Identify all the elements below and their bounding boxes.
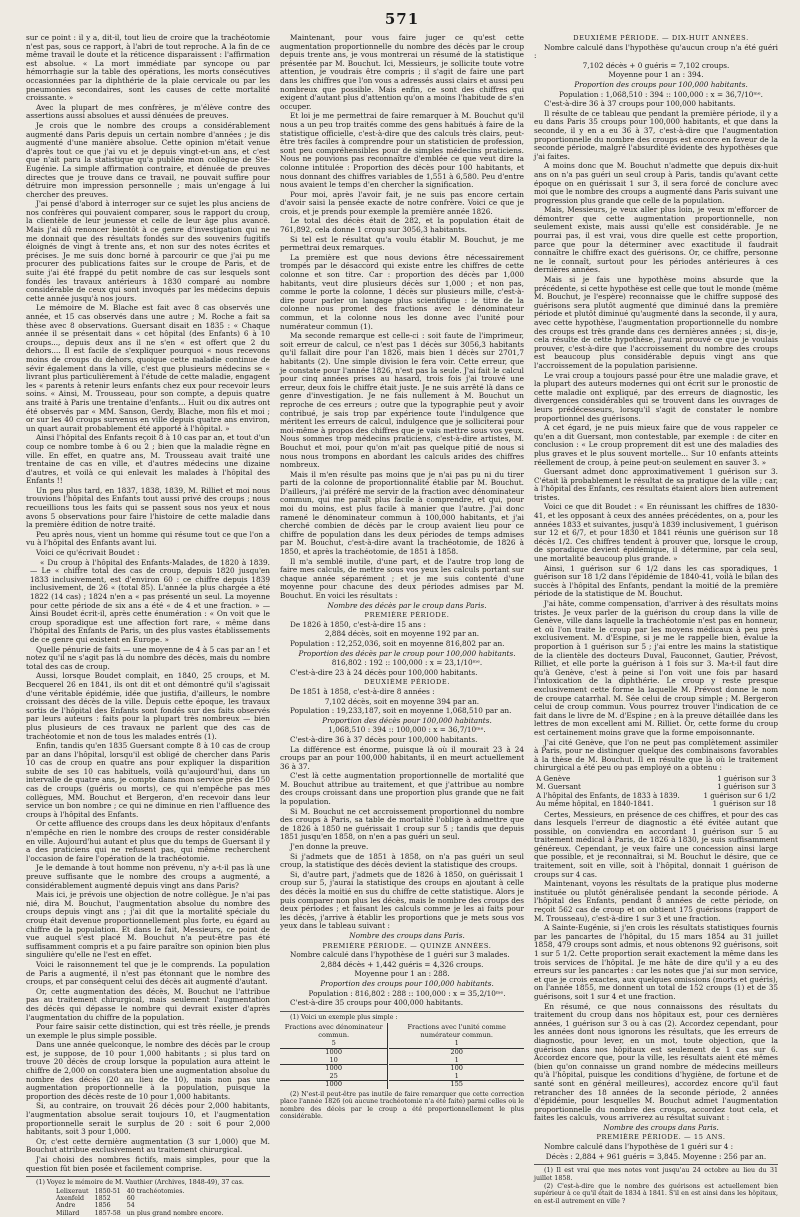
footnote-separator <box>280 1011 524 1012</box>
stat-line: Nombre calculé dans l'hypothèse de 1 guéri sur 3 malades. <box>290 950 510 960</box>
paragraph: Il résulte de ce tableau que pendant la première période, il y a eu dans Paris 35 croups pour 100,000 habitants, et que dans la seconde, il y en a eu 36 à 37, c'est-à-dire que l'augmentation proportionnelle du nombre des croups est encore en faveur de la seconde période, malgré l'absurdité évidente des hypothèses que j'ai faites. <box>534 108 778 161</box>
fraction-table <box>280 1023 524 1089</box>
paragraph: Certes, Messieurs, en présence de ces chiffres, et pour des cas dans lesquels l'erreur de diagnostic a été évitée autant que possible, on conviendra en accordant 1 guérison sur 5 au traitement médical à Paris, de 1826 à 1830, je suis suffisamment généreux. Cependant, je veux faire une concession ainsi large que possible, et je reconnaîtrai, si M. Bouchut le désire, que ce traitement, soit en ville, soit à l'hôpital, donnait 1 guérison de croups sur 4 cas. <box>534 809 778 879</box>
paragraph: Or cette affluence des croups dans les deux hôpitaux d'enfants n'empêche en rien le nombre des croups de rester considérable en ville. Aujourd'hui autant et plus que du temps de Guersant il y a des praticiens qui ne refusent pas, qui même recherchent l'occasion de faire l'opération de la trachéotomie. <box>26 819 270 863</box>
paragraph: A cet égard, je ne puis mieux faire que de vous rappeler ce qu'en a dit Guersant, mon contestable, par exemple : de citer en conclusion : « Le croup proprement dit est une des maladies des plus graves et le plus souvent mortelle... Sur 10 enfants atteints réellement de croup, à peine peut-on seulement en sauver 3. » <box>534 423 778 467</box>
proportion-equation: 1,068,510 : 394 :: 100,000 : x = 36,7/10ᵐᵉ. <box>328 725 486 735</box>
stat-line: Population : 12,252,036, soit en moyenne 816,802 par an. <box>290 638 505 648</box>
paragraph: Le total des décès était de 282, et la population était de 761,892, cela donne 1 croup sur 3056,3 habitants. <box>280 216 524 235</box>
period-heading: DEUXIÈME PÉRIODE. — DIX-HUIT ANNÉES. <box>573 34 749 42</box>
fraction-header-row <box>280 1023 524 1040</box>
paragraph: sur ce point : il y a, dit-il, tout lieu de croire que la trachéotomie n'est pas, sous ce rapport, à l'abri de tout reproche. A la fin de ce même travail le doute et la réticence disparaissent : l'affirmation est absolue. « La mort immédiate par syncope ou par hémorrhagie sur la table des opérations, les morts consécutives occasionnées par la diphthérie de la plaie cervicale ou par les pneumonies secondaires, sont les causes de cette mortalité croissante. » <box>26 33 270 103</box>
footnote-years: 1856 <box>94 1202 111 1210</box>
section-heading: Nombre des croups dans Paris. <box>349 930 465 940</box>
footnote-author: Lelixeraut <box>56 1187 89 1195</box>
stat-line: 7,102 décès, soit en moyenne 394 par an. <box>324 696 480 706</box>
footnote-value: un plus grand nombre encore. <box>126 1209 224 1217</box>
paragraph: Dans une année quelconque, le nombre des décès par le croup est, je suppose, de 10 pour 1,000 habitants ; si plus tard on trouve 20 décès de croup lorsque la population aura atteint le chiffre de 2,000 on constatera bien une augmentation absolue du nombre des décès (20 au lieu de 10), mais non pas une augmentation proportionnelle à la population, puisque la proportion des décès reste de 10 pour 1,000 habitants. <box>26 1040 270 1101</box>
results-label: A Genève <box>536 773 571 783</box>
fraction-row <box>280 1057 524 1065</box>
paragraph: J'ai cité Genève, que l'on ne peut pas complètement assimiler à Paris, pour ne distinguer quelque des combinaisons favorables à la thèse de M. Bouchut. Il en résulte que là où le traitement chirurgical a été peu ou pas employé on a obtenu : <box>534 737 778 773</box>
section-heading: Nombre des décès par le croup dans Paris. <box>327 600 487 610</box>
footnote: (1) Il est vrai que mes notes vont jusqu'au 24 octobre au lieu du 31 juillet 1858. <box>534 1167 778 1182</box>
footnote: (2) N'est-il peut-être pas inutile de faire remarquer que cette correction place l'année 1826 (où aucune trachéotomie n'a été faite) parmi celles où le nombre des décès par le croup a été proportionnellement le plus considérable. <box>280 1090 524 1121</box>
fraction-denominator: 200 <box>450 1047 463 1056</box>
paragraph: Ainsi, 1 guérison sur 6 1/2 dans les cas sporadiques, 1 guérison sur 18 1/2 dans l'épidémie de 1840-41, voilà le bilan des succès à l'hôpital des Enfants, pendant la moitié de la première période de la statistique de M. Bouchut. <box>534 563 778 599</box>
paragraph: Or, cette augmentation des décès, M. Bouchut ne l'attribue pas au traitement chirurgical, mais seulement l'augmentation des décès qui dépasse le nombre qui devrait exister d'après l'augmentation du chiffre de la population. <box>26 986 270 1022</box>
fraction-header-right: Fractions avec l'unité comme numérateur commun. <box>407 1023 506 1039</box>
stat-line: De 1826 à 1850, c'est-à-dire 15 ans : <box>290 619 426 629</box>
stat-line: Nombre calculé dans l'hypothèse qu'aucun croup n'a été guéri : <box>534 42 778 61</box>
paragraph: Si M. Bouchut ne cet accroissement proportionnel du nombre des croups à Paris, sa table de mortalité l'oblige à admettre que de 1826 à 1850 ne guérissait 1 croup sur 5 ; tandis que depuis 1851 jusqu'en 1858, on n'en a pas guéri un seul. <box>280 806 524 842</box>
paragraph: Si tel est le résultat qu'a voulu établir M. Bouchut, je me permettrai deux remarques. <box>280 234 524 253</box>
paragraph: Ainsi l'hôpital des Enfants reçoit 8 à 10 cas par an, et tout d'un coup ce nombre tombe à 6 ou 2 ; bien que la maladie règne en ville. En effet, en quatre ans, M. Trousseau avait traité une trentaine de cas en ville, et d'autres médecins une dizaine d'autres, et voilà ce qui enlevait les malades à l'hôpital des Enfants !! <box>26 433 270 486</box>
footnote-years: 1852 <box>94 1195 111 1202</box>
paragraph: Je le demande à tout homme non prévenu, n'y a-t-il pas là une preuve suffisante que le nombre des croups a augmenté, a considérablement augmenté depuis vingt ans dans Paris? <box>26 863 270 890</box>
paragraph: Si, d'autre part, j'admets que de 1826 à 1850, on guérissait 1 croup sur 5, j'aurai la statistique des croups en ajoutant à celle des décès la moitié en sus du chiffre de cette statistique. Alors je puis comparer non plus les décès, mais le nombre des croups des deux périodes ; et faisant les calculs comme je les ai faits pour les décès, j'arrive à établir les proportions que je mets sous vos yeux dans le tableau suivant : <box>280 869 524 931</box>
results-label: M. Guersant <box>536 782 581 792</box>
paragraph: Avec la plupart de mes confrères, je m'élève contre des assertions aussi absolues et aussi dénuées de preuves. <box>26 102 270 121</box>
results-label: A l'hôpital des Enfants, de 1833 à 1839. <box>536 790 680 800</box>
paragraph: Guersant admet donc approximativement 1 guérison sur 3. C'était là probablement le résultat de sa pratique de la ville ; car, à l'hôpital des Enfants, ces résultats étaient alors bien autrement tristes. <box>534 467 778 502</box>
paragraph: Pour moi, après l'avoir fait, je ne suis pas encore certain d'avoir saisi la pensée exacte de notre confrère. Voici ce que je crois, et je prends pour exemple la première année 1826. <box>280 189 524 216</box>
proportion-heading: Proportion des décès par le croup pour 100,000 habitants. <box>298 648 516 658</box>
paragraph: Je crois que le nombre des croups a considérablement augmenté dans Paris depuis un certain nombre d'années ; je dis augmenté d'une manière absolue. Cette opinion m'était venue d'après tout ce que j'ai vu et je depuis vingt-et-un ans, et c'est que n'ait paru la statistique qu'a publiée mon collègue de Ste-Eugénie. La simple affirmation contraire, et dénuée de preuves directes que je trouve dans ce travail, ne pouvait suffire pour détruire mon impression personnelle ; mais un'engage à lui chercher des preuves. <box>26 120 270 199</box>
fraction-denominator: 155 <box>450 1080 463 1089</box>
proportion-heading: Proportion des croups pour 100,000 habitants. <box>320 978 494 988</box>
stat-line: 2,884 décès, soit en moyenne 192 par an. <box>324 629 480 639</box>
fraction-numerator: 5 <box>280 1040 388 1048</box>
paragraph: C'est là cette augmentation proportionnelle de mortalité que M. Bouchut attribue au traitement, et que j'attribue au nombre des croups croissant dans une proportion plus grande que ne fait la population. <box>280 771 524 807</box>
proportion-result: C'est-à-dire 35 croups pour 400,000 habitants. <box>290 998 464 1008</box>
proportion-result: C'est-à-dire 36 à 37 croups pour 100,000 habitants. <box>544 99 736 109</box>
footnote: (2) C'est-à-dire que le nombre des guérisons est actuellement bien supérieur à ce qu'il était de 1834 à 1841. S'il en est ainsi dans les hôpitaux, en est-il autrement en ville ? <box>534 1183 778 1205</box>
paragraph: Maintenant, pour vous faire juger ce qu'est cette augmentation proportionnelle du nombre des décès par le croup depuis trente ans, je vous montrerai un résumé de la statistique présentée par M. Bouchut. Ici, Messieurs, je sollicite toute votre attention, je voudrais être compris ; il s'agit de faire une part dans les chiffres que l'on vous a adressés aussi clairs et aussi peu nombreux que possible. Mais enfin, ce sont des chiffres qui exigent d'autant plus d'attention qu'on a moins l'habitude de s'en occuper. <box>280 33 524 111</box>
footnote-author: Axenfeld <box>56 1195 84 1202</box>
footnote-author: Millard <box>56 1209 80 1217</box>
footnote: (1) Voici un exemple plus simple : <box>290 1013 398 1021</box>
paragraph: Un peu plus tard, en 1837, 1838, 1839, M. Rilliet et moi nous trouvions l'hôpital des Enfants tout aussi privé des croups ; nous recueillions tous les faits qui se passent sous nos yeux et nous avons 5 observations pour faire l'histoire de cette maladie dans la première édition de notre traité. <box>26 485 270 530</box>
fraction-row <box>280 1065 524 1073</box>
paragraph: Pour faire saisir cette distinction, qui est très réelle, je prends un exemple le plus simple possible. <box>26 1022 270 1040</box>
paragraph: La différence est énorme, puisque là où il mourait 23 à 24 croups par an pour 100,000 habitants, il en meurt actuellement 36 à 37. <box>280 744 524 771</box>
column-middle <box>280 34 524 1126</box>
paragraph: Le mémoire de M. Blache est fait avec 8 cas observés une année, et 15 cas observés dans une autre ; M. Roche a fait sa thèse avec 8 observations. Guersant disait en 1835 : « Chaque année il se présentait dans « cet hôpital (des Enfants) 6 à 10 croups..., depuis deux ans il ne s'en « est offert que 2 du dehors.... Il est facile de s'expliquer pourquoi « nous recevons moins de croups du dehors, quoique cette maladie continue de sévir également dans la ville, c'est que plusieurs médecins se « livrant plus particulièrement à l'étude de cette maladie, engagent les « parents à retenir leurs enfants chez eux pour recevoir leurs soins. « Ainsi, M. Trousseau, pour son compte, a depuis quatre ans traité à Paris une trentaine d'enfants... Huit ou dix autres ont été observés par « MM. Sanson, Gerdy, Blache, mon fils et moi ; or sur les 40 croups survenus en ville depuis quatre ans environ, un quart aurait probablement été apporté à l'hôpital. » <box>26 303 270 433</box>
period-heading: PREMIÈRE PÉRIODE. — QUINZE ANNÉES. <box>322 941 492 950</box>
proportion-equation: 816,802 : 192 :: 100,000 : x = 23,1/10ᵐᵉ. <box>331 658 483 668</box>
stat-line: Nombre calculé dans l'hypothèse de 1 guéri sur 4 : <box>544 1142 734 1152</box>
stat-line: Moyenne pour 1 an : 394. <box>608 70 704 80</box>
proportion-equation: Population : 816,802 : 288 :: 100,000 : x = 35,2/10ᵐᵉ. <box>308 988 506 998</box>
period-heading: DEUXIÈME PÉRIODE. <box>363 678 451 687</box>
text-columns <box>26 33 778 1217</box>
footnote-value: 60 <box>126 1195 135 1202</box>
paragraph: Maintenant, voyons les résultats de la pratique plus moderne instituée ou plutôt généralisée pendant la seconde période. A l'hôpital des Enfants, pendant 8 années de cette période, on reçoit 562 cas de croup et on obtient 175 guérisons (rapport de M. Trousseau), c'est-à-dire 1 sur 3 et une fraction. <box>534 879 778 923</box>
paragraph: Il m'a semblé inutile, d'une part, et de l'autre trop long de faire mes calculs, de mettre sous vos yeux les calculs portant sur chaque année séparément ; et je me suis contenté d'une moyenne pour chacune des deux périodes admises par M. Bouchut. En voici les résultats : <box>280 556 524 600</box>
results-label: Au même hôpital, en 1840-1841. <box>536 799 654 809</box>
fraction-row <box>280 1040 524 1048</box>
footnote-separator <box>26 1176 270 1177</box>
paragraph: Aussi, lorsque Boudet complait, en 1840, 25 croups, et M. Becquerel 26 en 1841, ils ont dit et ont démontré qu'il s'agissait d'une véritable épidémie, idée que justifia, d'ailleurs, le nombre croissant des décès de la ville. Depuis cette époque, les travaux sortis de l'hôpital des Enfants sont fondés sur des faits observés par leurs auteurs : faits pour la plupart très nombreux — bien plus plusieurs de ces travaux ne parlent que des cas de trachéotomie et non de tous les malades entrés (1). <box>26 671 270 741</box>
footnote-row <box>56 1210 230 1217</box>
footnote-row <box>56 1202 230 1209</box>
fraction-row <box>280 1073 524 1081</box>
proportion-result: C'est-à-dire 23 à 24 décès pour 100,000 habitants. <box>290 667 478 677</box>
stat-line: 2,884 décès + 1,442 guéris = 4,326 croups. <box>320 959 484 969</box>
proportion-equation: Population : 1,068,510 : 394 :: 100,000 : x = 36,7/10ᵐᵉ. <box>559 89 763 99</box>
fraction-denominator: 1000 <box>325 1064 343 1073</box>
footnote-value: 40 trachéotomies. <box>126 1187 185 1195</box>
footnote-table <box>56 1188 230 1217</box>
quotation: « Du croup à l'hôpital des Enfants-Malades, de 1820 à 1839. — Le « chiffre total des cas de croup, depuis 1820 jusqu'en 1833 inclusivement, est d'environ 60 : ce chiffre depuis 1839 inclusivement, de 26 « (total 85). L'année la plus chargée a été 1822 (14 cas) ; 1824 n'en a « pas présenté un seul. La moyenne pour cette période de six ans a été « de 4 et une fraction. » — Ainsi Boudet écrit-il, après cette énumération : « On voit que le croup sporadique est une affection fort rare, « même dans l'hôpital des Enfants de Paris, un des plus vastes établissements de ce genre qui existent en Europe. » <box>30 557 270 644</box>
paragraph: J'ai choisi des nombres fictifs, mais simples, pour que la question fût bien posée et facilement comprise. <box>26 1155 270 1173</box>
paragraph: Voici ce qu'écrivait Boudet : <box>36 548 140 558</box>
paragraph: J'en donne la preuve. <box>290 842 369 852</box>
fraction-numerator: 1 <box>389 1073 524 1081</box>
fraction-denominator: 100 <box>450 1064 463 1073</box>
paragraph: A Sainte-Eugénie, si j'en crois les résultats statistiques fournis par les pancartes de l'hôpital, du 15 mars 1854 au 31 juillet 1858, 479 croups sont admis, et nous obtenons 92 guérisons, soit 1 sur 5 1/2. Cette proportion serait exactement la même dans les trois services de l'hôpital. Je me hâte de dire qu'il y a eu des erreurs sur les pancartes : car les notes que j'ai sur mon service, et que je crois exactes, aux quelques omissions (morts et guéris), on l'année 1855, me donnent un total de 152 croups (1) et de 35 guérisons, soit 1 sur 4 et une fraction. <box>534 923 778 1001</box>
proportion-heading: Proportion des croups pour 100,000 habitants. <box>574 79 748 89</box>
footnote: (1) Voyez le mémoire de M. Vauthier (Archives, 1848-49), 37 cas. <box>36 1179 244 1187</box>
results-value: 1 guérison sur 18 <box>712 799 776 809</box>
paragraph: Ma seconde remarque est celle-ci : soit faute de l'imprimeur, soit erreur de calcul, ce n'est pas 1 décès sur 3056,3 habitants qu'il fallait dire pour l'an 1826, mais bien 1 décès sur 2701,7 habitants (2). Une simple division le fera voir. Cette erreur, que je constate pour l'année 1826, n'est pas la seule. J'ai fait le calcul pour cinq années prises au hasard, trois fois j'ai trouvé une erreur, deux fois le chiffre était juste. Je ne suis arrêté là dans ce genre d'investigation. Je ne fais nullement à M. Bouchut un reproche de ces erreurs ; outre que la typographie peut y avoir contribué, je sais trop par expérience toute l'indulgence que méritent les erreurs de calcul, indulgence que je solliciterai pour moi-même à propos des chiffres que je vais mettre sous vos yeux. Nous sommes trop médecins praticiens, c'est-à-dire artistes, M. Bouchut et moi, pour qu'on m'ait pas quelque pitié de nous si nous nous trompons en abordant les calculs arides des chiffres nombreux. <box>280 331 524 470</box>
paragraph: Mais, Messieurs, je veux aller plus loin, je veux m'efforcer de démontrer que cette augmentation proportionnelle, non seulement existe, mais aussi qu'elle est considérable. Je ne pourrai pas, il est vrai, vous dire quelle est cette proportion, parce que pour la déterminer avec exactitude il faudrait connaître le chiffre exact des guérisons. Or, ce chiffre, personne ne le connaît, surtout pour les périodes antérieures à ces dernières années. <box>534 205 778 275</box>
paragraph: Mais ici, je prévois une objection de notre collègue. Je n'ai pas nié, dira M. Bouchut, l'augmentation absolue du nombre des croups depuis vingt ans ; j'ai dit que la mortalité spéciale du croup était devenue proportionnellement plus forte, eu égard au chiffre de la population. Et dans le fait, Messieurs, ce point de vue auquel s'est placé M. Bouchut n'a peut-être pas été suffisamment compris et a pu faire paraître son opinion bien plus singulière qu'elle ne l'est en effet. <box>26 890 270 960</box>
fraction-numerator: 10 <box>280 1057 388 1065</box>
paragraph: A moins donc que M. Bouchut n'admette que depuis dix-huit ans on n'a pas guéri un seul croup à Paris, tandis qu'avant cette époque on en guérissait 1 sur 3, il sera forcé de conclure avec moi que le nombre des croups a augmenté dans Paris suivant une progression plus grande que celle de la population. <box>534 161 778 205</box>
footnote-separator <box>534 1164 778 1165</box>
period-heading: PREMIÈRE PÉRIODE. — 15 ANS. <box>596 1133 726 1142</box>
stat-line: De 1851 à 1858, c'est-à-dire 8 années : <box>290 686 435 696</box>
paragraph: La première est que nous devions être nécessairement trompés par le désaccord qui existe entre les chiffres de cette colonne et son titre. Car : proportion des décès par 1,000 habitants, veut dire plusieurs décès sur 1,000 ; et non pas, comme le porte la colonne, 1 décès sur plusieurs mille, c'est-à-dire pour parler un langage plus scientifique : le titre de la colonne nous promet des fractions avec le dénominateur commun, et la colonne nous les donne avec l'unité pour numérateur commun (1). <box>280 252 524 331</box>
column-left <box>26 33 270 1217</box>
footnote-author: Andre <box>56 1202 76 1210</box>
fraction-row <box>280 1048 524 1056</box>
footnote-value: 54 <box>126 1202 135 1210</box>
stat-line: 7,102 décès + 0 guéris = 7,102 croups. <box>582 60 730 70</box>
paragraph: Mais si je fais une hypothèse moins absurde que la précédente, si cette hypothèse est celle que tout le monde (même M. Bouchut, je l'espère) reconnaisse que le chiffre supposé des guérisons sera plutôt augmenté que diminué dans la première période et plutôt diminué qu'augmenté dans la seconde, il y aura, avec cette hypothèse, l'augmentation proportionnelle du nombre des croups est très grande dans ces dernières années ; si, dis-je, cela résulte de cette hypothèse, j'aurai prouvé ce que je voulais prouver, c'est-à-dire que l'accroissement du nombre des croups est beaucoup plus considérable depuis vingt ans que l'accroissement de la population parisienne. <box>534 275 778 370</box>
proportion-result: C'est-à-dire 36 à 37 décès pour 100,000 habitants. <box>290 734 478 744</box>
results-row <box>534 800 778 808</box>
fraction-header-left: Fractions avec dénominateur commun. <box>284 1023 383 1039</box>
results-value: 1 guérison sur 6 1/2 <box>703 790 776 800</box>
period-heading: PREMIÈRE PÉRIODE. <box>364 611 450 620</box>
paragraph: Le vrai croup a toujours passé pour être une maladie grave, et la plupart des auteurs modernes qui ont écrit sur le pronostic de cette maladie ont expliqué, par des erreurs de diagnostic, les divergences considérables qui se trouvent dans les ouvrages de leurs prédécesseurs, lorsqu'il s'agit de constater le nombre proportionnel des guérisons. <box>534 370 778 423</box>
fraction-numerator: 1 <box>389 1057 524 1065</box>
fraction-row <box>280 1081 524 1089</box>
column-right <box>534 34 778 1205</box>
stat-line: Décès : 2,884 + 961 guéris = 3,845. Moyenne : 256 par an. <box>545 1151 767 1161</box>
paragraph: Peu après nous, vient un homme qui résume tout ce que l'on a vu à l'hôpital des Enfants avant lui. <box>26 529 270 548</box>
paragraph: Si j'admets que de 1851 à 1858, on n'a pas guéri un seul croup, la statistique des décès devient la statistique des croups. <box>280 851 524 870</box>
footnote-row <box>56 1188 230 1195</box>
footnote-row <box>56 1195 230 1202</box>
stat-line: Population : 19,233,187, soit en moyenne 1,068,510 par an. <box>290 706 512 716</box>
fraction-denominator: 1000 <box>325 1080 343 1089</box>
paragraph: Or, c'est cette dernière augmentation (3 sur 1,000) que M. Bouchut attribue exclusivement au traitement chirurgical. <box>26 1136 270 1155</box>
footnote-years: 1857-58 <box>94 1209 121 1217</box>
fraction-numerator: 1 <box>389 1040 524 1048</box>
paragraph: Si, au contraire, on trouvait 26 décès pour 2,000 habitants, l'augmentation absolue serait toujours 10, et l'augmentation proportionnelle serait le surplus de 20 : soit 6 pour 2,000 habitants, soit 3 pour 1,000. <box>26 1101 270 1137</box>
paragraph: Quelle pénurie de faits — une moyenne de 4 à 5 cas par an ! et notez qu'il ne s'agit pas là du nombre des décès, mais du nombre total des cas de croup. <box>26 644 270 671</box>
fraction-denominator: 1000 <box>325 1047 343 1056</box>
section-heading: Nombre des croups dans Paris. <box>603 1122 719 1132</box>
results-value: 1 guérison sur 3 <box>717 782 776 792</box>
paragraph: Voici ce que dit Boudet : « En réunissant les chiffres de 1830-41, et les opposant à ceux des années précédentes, on a, pour les années 1833 et suivantes, jusqu'à 1839 inclusivement, 1 guérison sur 12 et 6/7, et pour 1830 et 1841 réunis une guérison sur 18 décès 1/2. Ces chiffres tendent à prouver que, lorsque le croup, de sporadique devient épidémique, il détermine, par cela seul, une mortalité beaucoup plus grande. » <box>534 502 778 564</box>
paragraph: J'ai pensé d'abord à interroger sur ce sujet les plus anciens de nos confrères qui pouvaient comparer, sous le rapport du croup, la clientèle de leur jeunesse et celle de leur âge plus avancé. Mais j'ai dû renoncer bientôt à ce genre d'investigation qui ne me donnait que des résultats fondés sur des souvenirs fugitifs éloignés de vingt à trente ans, et non sur des notes écrites et précises. Je me suis donc borné à parcourir ce que j'ai pu me procurer des publications faites sur le croupe de Paris, et de suite j'ai été frappé du petit nombre de cas sur lesquels sont fondés les travaux antérieurs à 1830 comparé au nombre considérable de ceux qui sont invoqués par les médecins depuis cette année jusqu'à nos jours. <box>26 199 270 303</box>
paragraph: Voici le raisonnement tel que je le comprends. La population de Paris a augmenté, il n'est pas étonnant que le nombre des croups, et par conséquent celui des décès ait augmenté d'autant. <box>26 959 270 987</box>
paragraph: J'ai hâte, comme compensation, d'arriver à des résultats moins tristes. Je veux parler de la guérison du croup dans la ville de Genève, ville dans laquelle la trachéotomie n'est pas en honneur, et où l'on traite le croup par les moyens médicaux à peu près exclusivement. M. d'Espine, si je me le rappelle bien, évalue la proportion à 1 guérison sur 5 ; j'ai entre les mains la statistique de la clientèle des docteurs Duval, Fauconnet, Gautier, Prévost, Rilliet, et elle porte la guérison à 1 fois sur 3. Ma-t-il faut dire qu'à Genève, c'est à peine si l'on voit une fois par hasard l'intoxication de la diphthérie. Le croup y reste presque exclusivement cette forme la laquelle M. Prévost donne le nom de croupe catarrhal. M. Sée celui de croup simple ; M. Bergeron celui de croup commun. Vous pourrez trouver l'indication de ce fait dans le livre de M. d'Espine ; en à la preuve détaillée dans les lettres de mon excellent ami M. Rilliet. Or, cette forme du croup est certainement moins grave que la forme empoisonnante. <box>534 599 778 737</box>
stat-line: Moyenne pour 1 an : 288. <box>354 969 450 979</box>
proportion-heading: Proportion des décès pour 100,000 habitants. <box>322 715 492 725</box>
page-number: 571 <box>384 10 420 28</box>
paragraph: Et loi je me permettrai de faire remarquer à M. Bouchut qu'il nous a un peu trop traités comme des gens habitués à faire de la statistique officielle, c'est-à-dire que des calculs très clairs, peut-être très faciles à comprendre pour un statisticien de profession, sont peu compréhensibles pour de simples médecins praticiens. Nous ne pouvions pas reconnaître d'emblée ce que veut dire la colonne intitulée : Proportion des décès pour 100 habitants, et nous donnant des chiffres variables de 1,551 à 6,580. Peu d'entre nous avaient le temps d'en chercher la signification. <box>280 111 524 190</box>
fraction-numerator: 25 <box>280 1073 388 1081</box>
footnote-years: 1850-51 <box>94 1187 121 1195</box>
paragraph: En résumé, ce que nous connaissons des résultats du traitement du croup dans nos hôpitaux est, pour ces dernières années, 1 guérison sur 3 ou à cas (2). Accordez cependant, pour les années dont nous ignorons les résultats, que les erreurs de diagnostic, pour lever, en un mot, toute objection, que la guérison dans nos hôpitaux est seulement de 1 cas sur 6. Accordez encore que, pour la ville, les résultats aient été mêmes (bien qu'on connaisse un grand nombre de médecins meilleurs qu'à l'hôpital, puisque les conditions d'hygiène, de fortune et de santé sont en général meilleures), accordez encore qu'il faut retrancher des 18 années de la seconde période, 2 années d'épidémie, pour lesquelles M. Bouchut admet l'augmentation proportionnelle du nombre des croups, accordez tout cela, et faites les calculs, vous arriverez au résultat suivant : <box>534 1001 778 1123</box>
results-value: 1 guérison sur 3 <box>717 773 776 783</box>
geneva-results-table <box>534 775 778 809</box>
paragraph: Enfin, tandis qu'en 1835 Guersant compte 8 à 10 cas de croup par an dans l'hôpital, lorsqu'il est obligé de chercher dans Paris 10 cas de croup en quatre ans pour expliquer la disparition subite de ses 10 cas habituels, voilà qu'aujourd'hui, dans un intervalle de quatre ans, je compte dans mon service près de 150 cas de croups (guéris ou morts), ce qui n'empêche pas mes collègues, MM. Bouchut et Bergeron, d'en recevoir dans leur service un bon nombre ; ce qui ne diminue en rien l'affluence des croups à l'hôpital des Enfants. <box>26 741 270 819</box>
paragraph: Mais il m'en résulte pas moins que je n'ai pas pu ni du tirer parti de la colonne de proportionnalité établie par M. Bouchut. D'ailleurs, j'ai préféré me servir de la fraction avec dénominateur commun, qui me paraît plus facile à comprendre, et qui, pour moi du moins, est plus facile à manier que l'autre. J'ai donc ramené le dénominateur commun à 100,000 habitants, et j'ai cherché combien de décès par le croup avaient lieu pour ce chiffre de population dans les deux périodes de temps admises par M. Bouchut, c'est-à-dire avant la trachéotomie, de 1826 à 1850, et après la trachéotomie, de 1851 à 1858. <box>280 469 524 557</box>
